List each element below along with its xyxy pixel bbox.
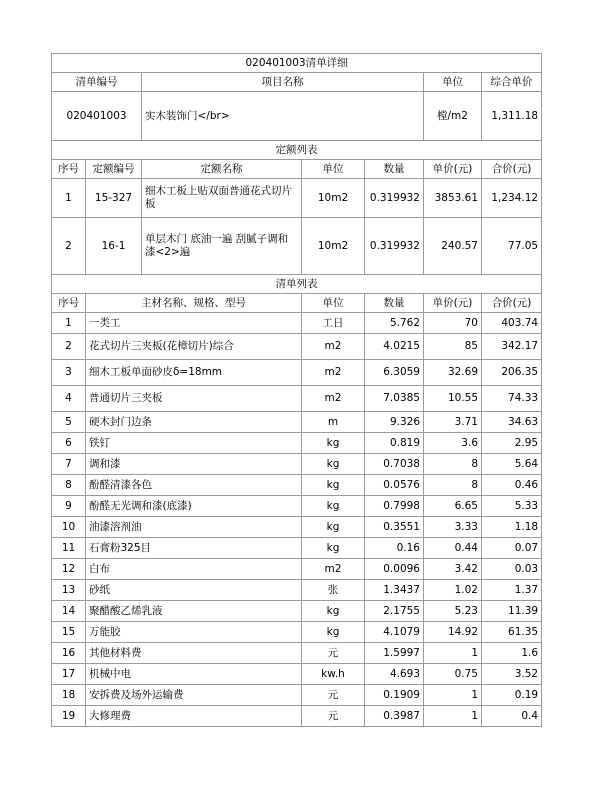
material-header-seq: 序号: [52, 294, 86, 313]
material-unit: m: [302, 412, 365, 433]
material-total: 3.52: [482, 664, 542, 685]
material-row: [52, 386, 542, 412]
material-unit: 元: [302, 685, 365, 706]
material-unit: 元: [302, 706, 365, 727]
material-qty: 0.7038: [365, 454, 424, 475]
material-qty: 9.326: [365, 412, 424, 433]
material-row: [52, 538, 542, 559]
material-row: [52, 601, 542, 622]
item-price: 1,311.18: [482, 92, 542, 141]
quota-total: 1,234.12: [482, 179, 542, 218]
quota-header-name: 定额名称: [142, 160, 302, 179]
material-seq: 18: [52, 685, 86, 706]
material-qty: 0.1909: [365, 685, 424, 706]
quota-unit: 10m2: [302, 179, 365, 218]
material-row: [52, 685, 542, 706]
material-seq: 1: [52, 313, 86, 334]
material-seq: 6: [52, 433, 86, 454]
material-total: 1.18: [482, 517, 542, 538]
header-price: 综合单价: [482, 73, 542, 92]
material-row: [52, 334, 542, 360]
material-name: 其他材料费: [86, 643, 302, 664]
material-seq: 19: [52, 706, 86, 727]
material-price: 10.55: [424, 386, 482, 412]
material-qty: 0.7998: [365, 496, 424, 517]
material-total: 5.64: [482, 454, 542, 475]
material-total: 0.07: [482, 538, 542, 559]
material-total: 1.37: [482, 580, 542, 601]
quota-header-row: [52, 160, 542, 179]
material-total: 34.63: [482, 412, 542, 433]
header-name: 项目名称: [142, 73, 424, 92]
quota-header-seq: 序号: [52, 160, 86, 179]
material-row: [52, 496, 542, 517]
material-price: 0.75: [424, 664, 482, 685]
material-price: 1: [424, 685, 482, 706]
quota-total: 77.05: [482, 218, 542, 275]
quota-header-total: 合价(元): [482, 160, 542, 179]
quota-row: [52, 218, 542, 275]
quota-seq: 1: [52, 179, 86, 218]
material-row: [52, 559, 542, 580]
material-total: 0.19: [482, 685, 542, 706]
material-name: 聚醋酸乙烯乳液: [86, 601, 302, 622]
material-price: 32.69: [424, 360, 482, 386]
material-seq: 3: [52, 360, 86, 386]
material-total: 5.33: [482, 496, 542, 517]
material-name: 酚醛清漆各色: [86, 475, 302, 496]
material-name: 砂纸: [86, 580, 302, 601]
quota-seq: 2: [52, 218, 86, 275]
material-qty: 4.0215: [365, 334, 424, 360]
material-qty: 7.0385: [365, 386, 424, 412]
quota-unit: 10m2: [302, 218, 365, 275]
material-price: 1: [424, 706, 482, 727]
material-seq: 7: [52, 454, 86, 475]
material-qty: 1.5997: [365, 643, 424, 664]
material-name: 油漆溶剂油: [86, 517, 302, 538]
material-name: 酚醛无光调和漆(底漆): [86, 496, 302, 517]
material-unit: m2: [302, 386, 365, 412]
material-price: 14.92: [424, 622, 482, 643]
material-seq: 12: [52, 559, 86, 580]
material-seq: 13: [52, 580, 86, 601]
quota-header-code: 定额编号: [86, 160, 142, 179]
material-qty: 2.1755: [365, 601, 424, 622]
material-unit: 张: [302, 580, 365, 601]
material-row: [52, 433, 542, 454]
material-unit: kg: [302, 601, 365, 622]
material-unit: 工日: [302, 313, 365, 334]
material-price: 5.23: [424, 601, 482, 622]
material-total: 0.4: [482, 706, 542, 727]
quota-price: 3853.61: [424, 179, 482, 218]
material-qty: 4.1079: [365, 622, 424, 643]
material-row: [52, 475, 542, 496]
material-header-total: 合价(元): [482, 294, 542, 313]
material-price: 3.42: [424, 559, 482, 580]
material-qty: 4.693: [365, 664, 424, 685]
material-qty: 0.0576: [365, 475, 424, 496]
material-row: [52, 412, 542, 433]
material-qty: 0.3551: [365, 517, 424, 538]
material-price: 8: [424, 454, 482, 475]
material-row: [52, 664, 542, 685]
material-name: 机械中电: [86, 664, 302, 685]
material-row: [52, 454, 542, 475]
material-price: 1: [424, 643, 482, 664]
item-code: 020401003: [52, 92, 142, 141]
list-section-row: [52, 275, 542, 294]
material-header-unit: 单位: [302, 294, 365, 313]
material-total: 342.17: [482, 334, 542, 360]
material-total: 11.39: [482, 601, 542, 622]
material-price: 0.44: [424, 538, 482, 559]
material-seq: 4: [52, 386, 86, 412]
material-total: 61.35: [482, 622, 542, 643]
header-unit: 单位: [424, 73, 482, 92]
quota-header-unit: 单位: [302, 160, 365, 179]
material-seq: 17: [52, 664, 86, 685]
item-unit: 樘/m2: [424, 92, 482, 141]
material-row: [52, 313, 542, 334]
material-qty: 0.819: [365, 433, 424, 454]
quota-name: 单层木门 底油一遍 刮腻子调和漆<2>遍: [142, 218, 302, 275]
material-row: [52, 622, 542, 643]
material-unit: kg: [302, 475, 365, 496]
material-name: 一类工: [86, 313, 302, 334]
material-seq: 5: [52, 412, 86, 433]
material-unit: m2: [302, 559, 365, 580]
material-unit: kw.h: [302, 664, 365, 685]
material-row: [52, 643, 542, 664]
material-unit: m2: [302, 360, 365, 386]
material-seq: 14: [52, 601, 86, 622]
material-price: 70: [424, 313, 482, 334]
sheet-title: 020401003清单详细: [52, 54, 542, 73]
material-qty: 0.3987: [365, 706, 424, 727]
material-unit: m2: [302, 334, 365, 360]
material-row: [52, 360, 542, 386]
material-seq: 16: [52, 643, 86, 664]
material-seq: 2: [52, 334, 86, 360]
list-section-title: 清单列表: [52, 275, 542, 294]
quota-qty: 0.319932: [365, 218, 424, 275]
material-seq: 10: [52, 517, 86, 538]
material-qty: 0.0096: [365, 559, 424, 580]
quota-row: [52, 179, 542, 218]
material-price: 85: [424, 334, 482, 360]
material-total: 206.35: [482, 360, 542, 386]
material-row: [52, 580, 542, 601]
material-total: 2.95: [482, 433, 542, 454]
item-row: [52, 92, 542, 141]
quota-price: 240.57: [424, 218, 482, 275]
material-qty: 0.16: [365, 538, 424, 559]
material-unit: kg: [302, 538, 365, 559]
material-price: 3.71: [424, 412, 482, 433]
material-seq: 15: [52, 622, 86, 643]
material-name: 调和漆: [86, 454, 302, 475]
quota-header-price: 单价(元): [424, 160, 482, 179]
material-header-qty: 数量: [365, 294, 424, 313]
header-code: 清单编号: [52, 73, 142, 92]
material-row: [52, 706, 542, 727]
material-seq: 9: [52, 496, 86, 517]
material-seq: 8: [52, 475, 86, 496]
material-price: 6.65: [424, 496, 482, 517]
item-name: 实木装饰门</br>: [142, 92, 424, 141]
material-qty: 5.762: [365, 313, 424, 334]
quota-code: 16-1: [86, 218, 142, 275]
material-row: [52, 517, 542, 538]
material-name: 大修理费: [86, 706, 302, 727]
quota-section-title: 定额列表: [52, 141, 542, 160]
material-unit: kg: [302, 622, 365, 643]
material-name: 细木工板单面砂皮δ=18mm: [86, 360, 302, 386]
material-name: 花式切片三夹板(花樟切片)综合: [86, 334, 302, 360]
material-price: 3.33: [424, 517, 482, 538]
material-price: 1.02: [424, 580, 482, 601]
quota-name: 细木工板上贴双面普通花式切片板: [142, 179, 302, 218]
material-name: 万能胶: [86, 622, 302, 643]
material-unit: kg: [302, 454, 365, 475]
material-header-price: 单价(元): [424, 294, 482, 313]
material-total: 74.33: [482, 386, 542, 412]
material-total: 1.6: [482, 643, 542, 664]
material-name: 铁钉: [86, 433, 302, 454]
material-seq: 11: [52, 538, 86, 559]
material-name: 安拆费及场外运输费: [86, 685, 302, 706]
material-total: 0.46: [482, 475, 542, 496]
quota-qty: 0.319932: [365, 179, 424, 218]
material-price: 3.6: [424, 433, 482, 454]
material-qty: 6.3059: [365, 360, 424, 386]
material-unit: kg: [302, 517, 365, 538]
material-header-row: [52, 294, 542, 313]
material-qty: 1.3437: [365, 580, 424, 601]
material-unit: kg: [302, 496, 365, 517]
detail-sheet: [51, 53, 542, 727]
item-header-row: [52, 73, 542, 92]
material-total: 403.74: [482, 313, 542, 334]
material-name: 普通切片三夹板: [86, 386, 302, 412]
quota-code: 15-327: [86, 179, 142, 218]
quota-header-qty: 数量: [365, 160, 424, 179]
material-price: 8: [424, 475, 482, 496]
title-row: [52, 54, 542, 73]
material-name: 白布: [86, 559, 302, 580]
material-name: 石膏粉325目: [86, 538, 302, 559]
material-header-name: 主材名称、规格、型号: [86, 294, 302, 313]
material-name: 硬木封门边条: [86, 412, 302, 433]
material-unit: kg: [302, 433, 365, 454]
material-unit: 元: [302, 643, 365, 664]
quota-section-row: [52, 141, 542, 160]
material-total: 0.03: [482, 559, 542, 580]
